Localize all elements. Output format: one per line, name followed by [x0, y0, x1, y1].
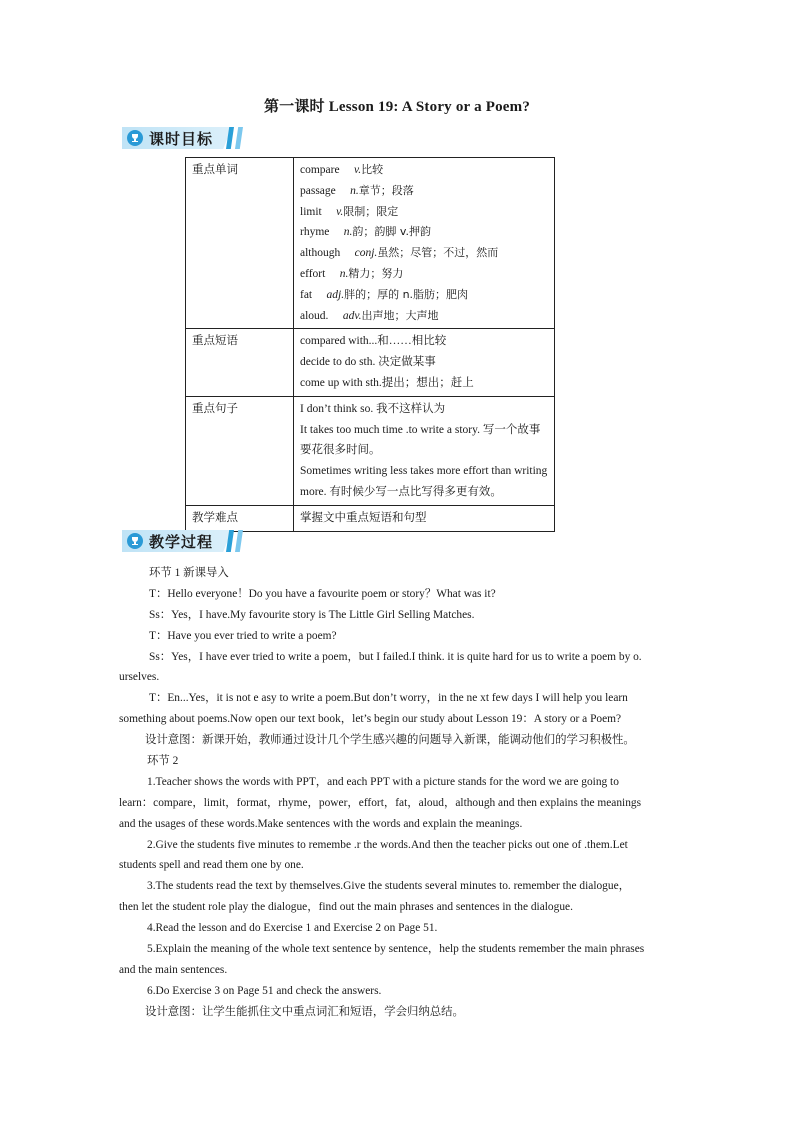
content-line: come up with sth.提出；想出；赶上	[300, 376, 474, 389]
process-line: T：En...Yes，it is not e asy to write a poem.But don’t worry，in the ne xt few days I will help you learn	[149, 692, 628, 705]
content-line: more. 有时候少写一点比写得多更有效。	[300, 485, 502, 498]
content-cell	[294, 158, 555, 329]
content-cell	[294, 505, 555, 531]
trophy-icon	[127, 533, 143, 549]
process-line: 设计意图：让学生能抓住文中重点词汇和短语，学会归纳总结。	[145, 1005, 464, 1018]
table-row	[186, 505, 555, 531]
content-line: rhyme n.韵；韵脚 v.押韵	[300, 225, 432, 239]
content-line: It takes too much time .to write a story. 写一个故事	[300, 423, 541, 436]
category-cell: 重点单词	[186, 158, 294, 329]
process-line: T：Hello everyone！Do you have a favourite poem or story？What was it?	[149, 587, 496, 600]
content-line: compare v.比较	[300, 163, 384, 176]
content-cell	[294, 329, 555, 396]
section-banner-goals	[122, 127, 246, 149]
process-line: 设计意图：新课开始，教师通过设计几个学生感兴趣的问题导入新课，能调动他们的学习积极性。	[145, 734, 635, 747]
process-line: 环节 2	[147, 755, 179, 768]
content-line: effort n.精力；努力	[300, 266, 404, 280]
table-row	[186, 158, 555, 329]
process-line: students spell and read them one by one.	[119, 859, 304, 872]
content-line: aloud. adv.出声地；大声地	[300, 308, 439, 322]
process-line: 6.Do Exercise 3 on Page 51 and check the answers.	[147, 984, 382, 997]
section-label: 课时目标	[149, 130, 214, 148]
content-line: compared with...和……相比较	[300, 335, 447, 348]
content-line: 要花很多时间。	[300, 444, 381, 457]
content-line: passage n.章节；段落	[300, 183, 414, 197]
process-line: and the main sentences.	[119, 963, 228, 976]
content-line: Sometimes writing less takes more effort than writing	[300, 465, 548, 478]
process-line: 2.Give the students five minutes to remembe .r the words.And then the teacher picks out one of .them.Let	[147, 838, 628, 851]
content-line: decide to do sth. 决定做某事	[300, 356, 436, 369]
process-line: 1.Teacher shows the words with PPT，and each PPT with a picture stands for the word we are going to	[147, 775, 619, 788]
category-cell: 重点句子	[186, 396, 294, 505]
process-line: something about poems.Now open our text book，let’s begin our study about Lesson 19：A story or a Poem?	[119, 713, 622, 726]
process-line: 5.Explain the meaning of the whole text sentence by sentence，help the students remember the main phrases	[147, 943, 645, 956]
content-cell	[294, 396, 555, 505]
content-line: limit v.限制；限定	[300, 204, 399, 218]
process-line: Ss：Yes，I have.My favourite story is The Little Girl Selling Matches.	[149, 608, 475, 621]
table-row	[186, 396, 555, 505]
category-cell: 重点短语	[186, 329, 294, 396]
trophy-icon	[127, 130, 143, 146]
content-line: I don’t think so. 我不这样认为	[300, 402, 446, 415]
category-cell: 教学难点	[186, 505, 294, 531]
process-line: 环节 1 新课导入	[149, 567, 229, 579]
process-line: 3.The students read the text by themselves.Give the students several minutes to. remember the dialogue，	[147, 880, 631, 893]
process-line: learn：compare，limit，format，rhyme，power，effort，fat，aloud，although and then explains the meanings	[119, 796, 642, 809]
process-line: urselves.	[119, 671, 160, 684]
content-line: fat adj.胖的；厚的 n.脂肪；肥肉	[300, 287, 469, 301]
process-line: then let the student role play the dialogue，find out the main phrases and sentences in the dialogue.	[119, 901, 573, 914]
table-row	[186, 329, 555, 396]
teaching-process	[119, 563, 679, 1023]
content-line: 掌握文中重点短语和句型	[300, 511, 427, 524]
process-line: T：Have you ever tried to write a poem?	[149, 629, 337, 642]
goals-table	[185, 157, 555, 532]
process-line: and the usages of these words.Make sentences with the words and explain the meanings.	[119, 817, 523, 830]
process-line: 4.Read the lesson and do Exercise 1 and Exercise 2 on Page 51.	[147, 922, 438, 935]
content-line: although conj.虽然；尽管；不过，然而	[300, 246, 499, 260]
section-label: 教学过程	[149, 533, 214, 551]
page-title: 第一课时 Lesson 19: A Story or a Poem?	[263, 99, 531, 115]
section-banner-process	[122, 530, 246, 552]
process-line: Ss：Yes，I have ever tried to write a poem，but I failed.I think. it is quite hard for us to write a poem by o.	[149, 650, 642, 663]
